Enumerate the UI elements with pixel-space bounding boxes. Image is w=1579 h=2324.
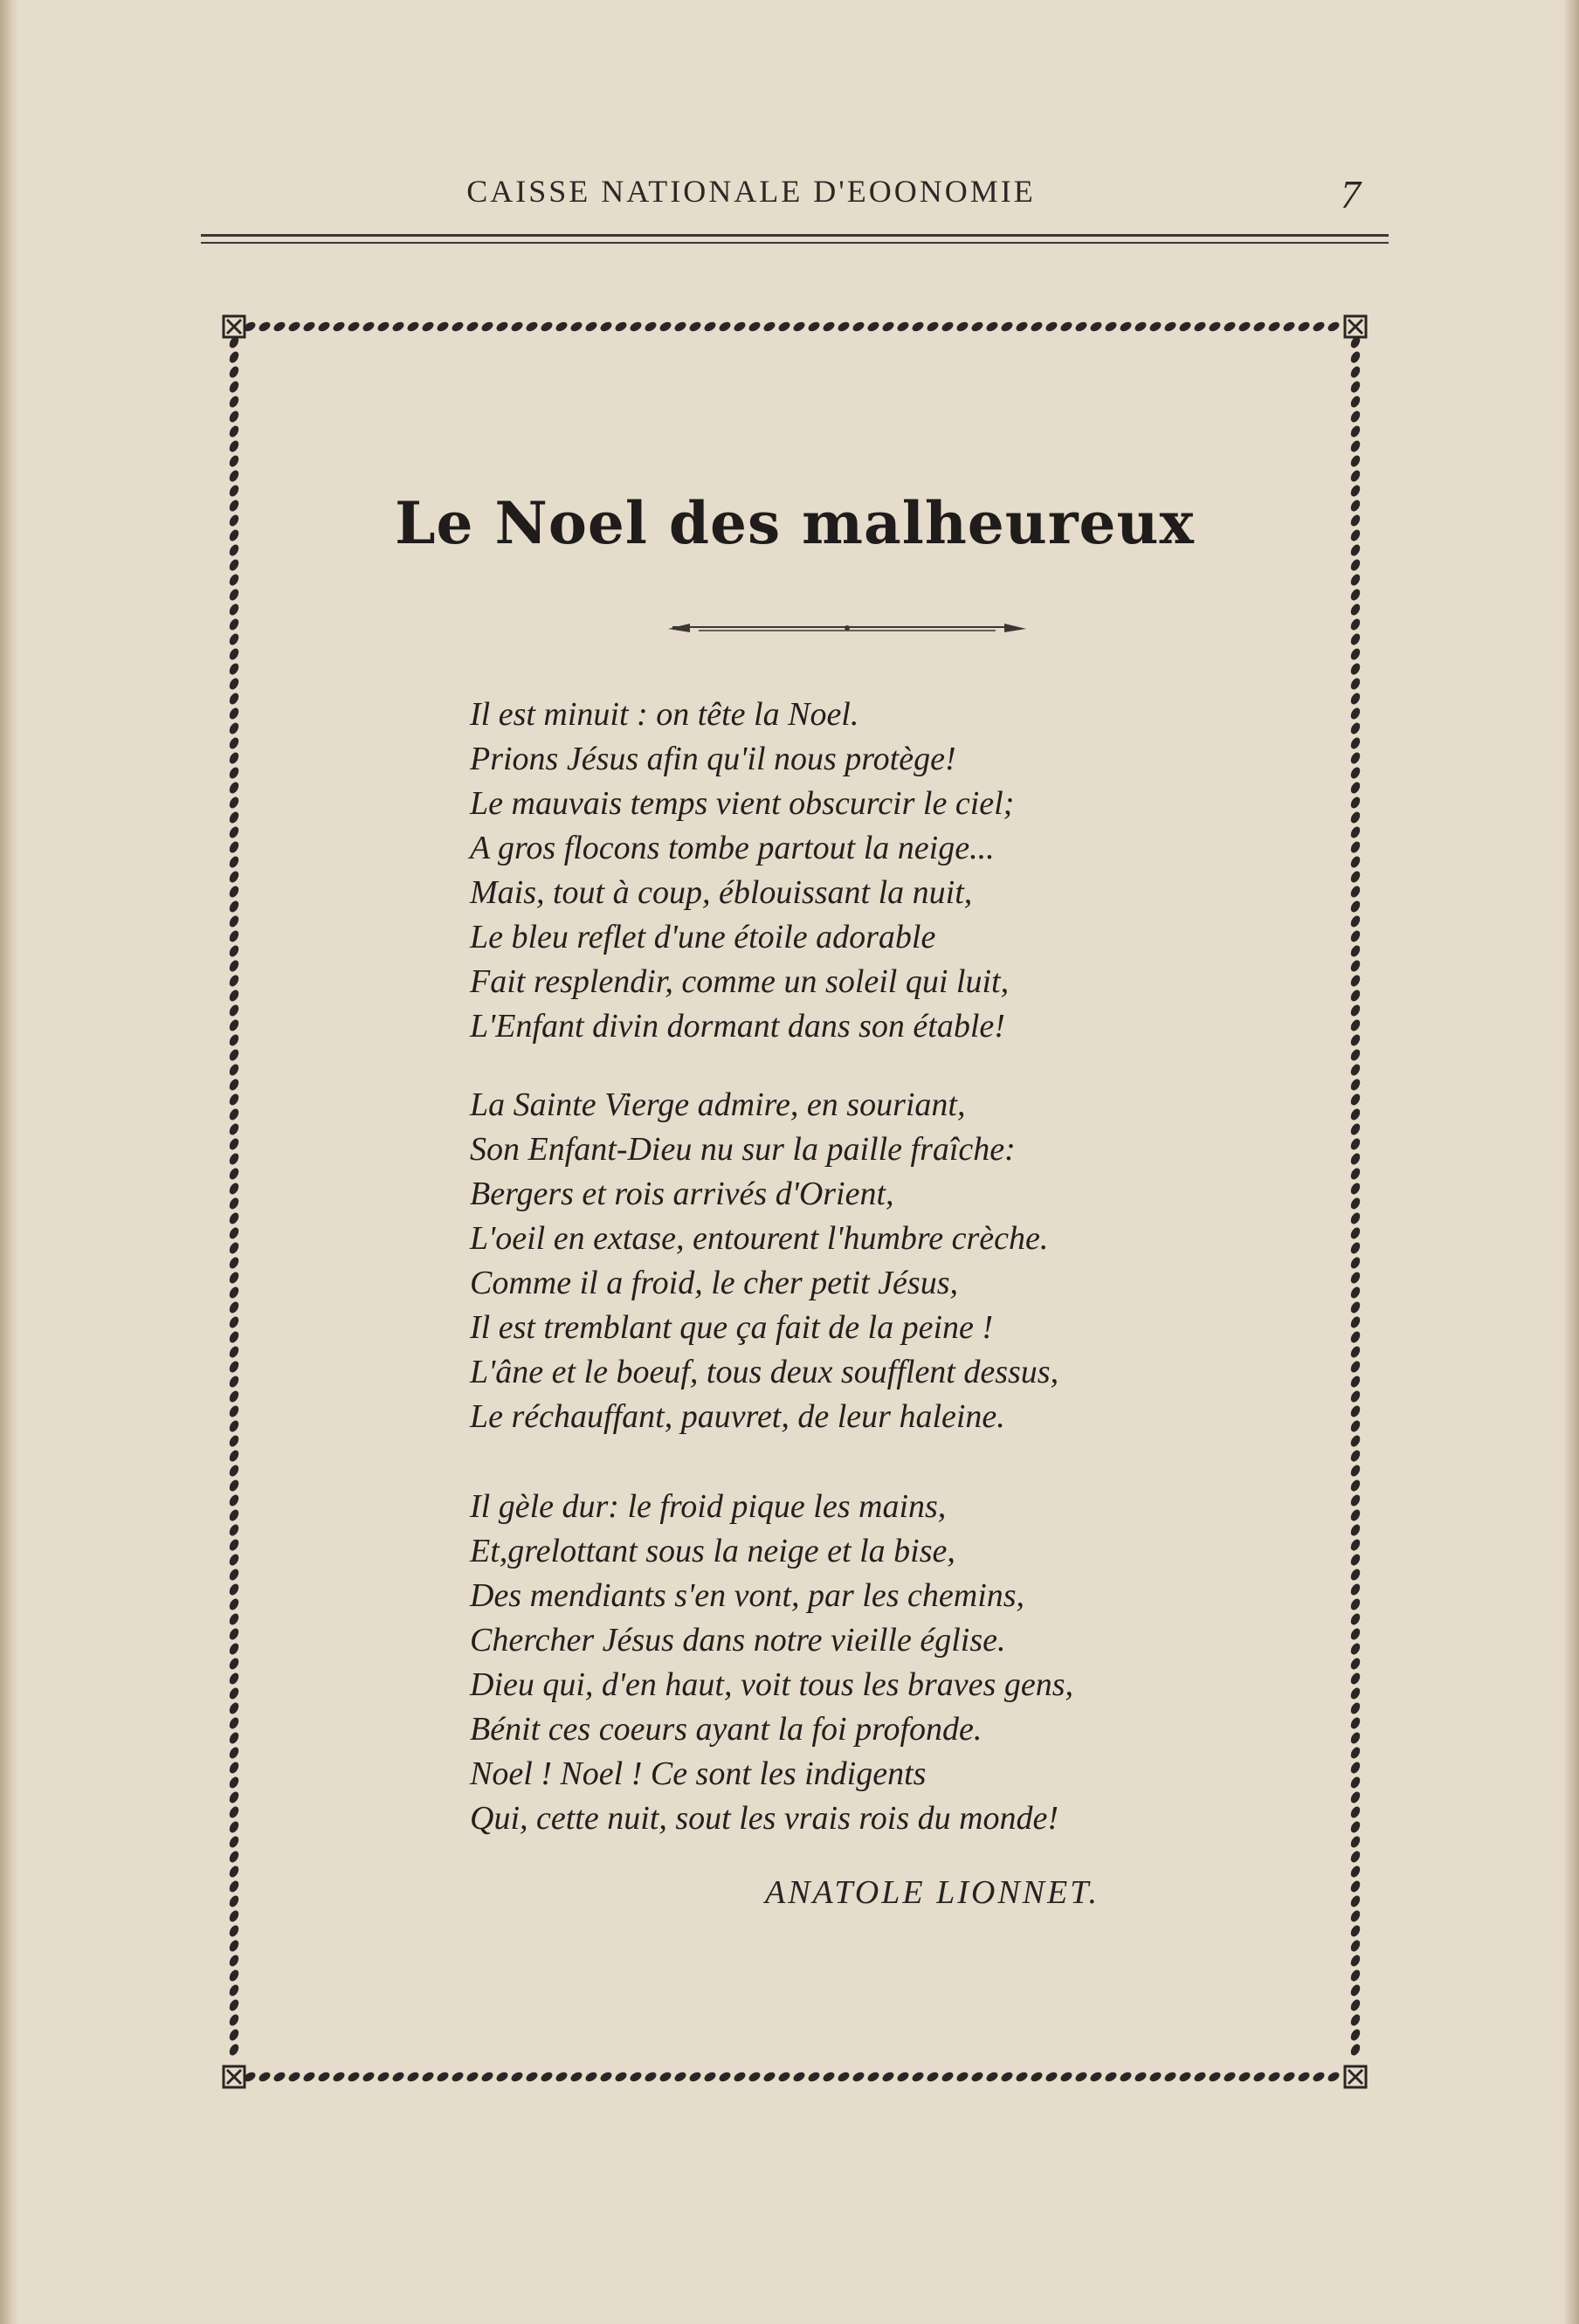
verse-line: L'âne et le boeuf, tous deux soufflent dessus, xyxy=(470,1354,1059,1390)
verse-line: L'Enfant divin dormant dans son étable! xyxy=(470,1008,1005,1045)
verse-line: Le réchauffant, pauvret, de leur haleine. xyxy=(470,1398,1005,1435)
verse-line: A gros flocons tombe partout la neige... xyxy=(470,830,995,866)
verse-line: Son Enfant-Dieu nu sur la paille fraîche: xyxy=(470,1131,1016,1168)
page-gutter-shadow xyxy=(0,0,19,2324)
header-rule-bottom xyxy=(201,242,1389,244)
verse-line: Prions Jésus afin qu'il nous protège! xyxy=(470,741,956,777)
verse-line: Comme il a froid, le cher petit Jésus, xyxy=(470,1265,958,1301)
author-signature: ANATOLE LIONNET. xyxy=(765,1874,1100,1911)
title-ornament-rule xyxy=(664,620,1031,638)
poem-title: Le Noel des malheureux xyxy=(395,489,1195,557)
verse-line: Il gèle dur: le froid pique les mains, xyxy=(470,1488,947,1525)
verse-line: L'oeil en extase, entourent l'humbre crèche. xyxy=(470,1220,1049,1257)
verse-line: Mais, tout à coup, éblouissant la nuit, xyxy=(470,874,973,911)
verse-line: Qui, cette nuit, sout les vrais rois du monde! xyxy=(470,1800,1059,1837)
page-number: 7 xyxy=(1341,172,1361,217)
running-header: CAISSE NATIONALE D'EOONOMIE xyxy=(466,174,1036,209)
stanza-1 xyxy=(470,693,1343,1049)
verse-line: Le mauvais temps vient obscurcir le ciel; xyxy=(470,785,1015,822)
verse-line: Il est minuit : on tête la Noel. xyxy=(470,696,859,733)
stanza-2 xyxy=(470,1083,1343,1439)
header-rule-top xyxy=(201,234,1389,237)
page-edge-shadow xyxy=(1563,0,1579,2324)
verse-line: Il est tremblant que ça fait de la peine ! xyxy=(470,1309,994,1346)
verse-line: Noel ! Noel ! Ce sont les indigents xyxy=(470,1755,927,1792)
verse-line: Fait resplendir, comme un soleil qui luit, xyxy=(470,963,1010,1000)
show-through-text xyxy=(1048,262,1057,303)
verse-line: Bergers et rois arrivés d'Orient, xyxy=(470,1176,894,1212)
stanza-3 xyxy=(470,1485,1343,1841)
verse-line: Des mendiants s'en vont, par les chemins, xyxy=(470,1577,1025,1614)
verse-line: Dieu qui, d'en haut, voit tous les braves gens, xyxy=(470,1666,1073,1703)
verse-line: Bénit ces coeurs ayant la foi profonde. xyxy=(470,1711,983,1748)
verse-line: Le bleu reflet d'une étoile adorable xyxy=(470,919,936,955)
verse-line: Et,grelottant sous la neige et la bise, xyxy=(470,1533,955,1569)
verse-line: La Sainte Vierge admire, en souriant, xyxy=(470,1086,966,1123)
verse-line: Chercher Jésus dans notre vieille église. xyxy=(470,1622,1006,1659)
